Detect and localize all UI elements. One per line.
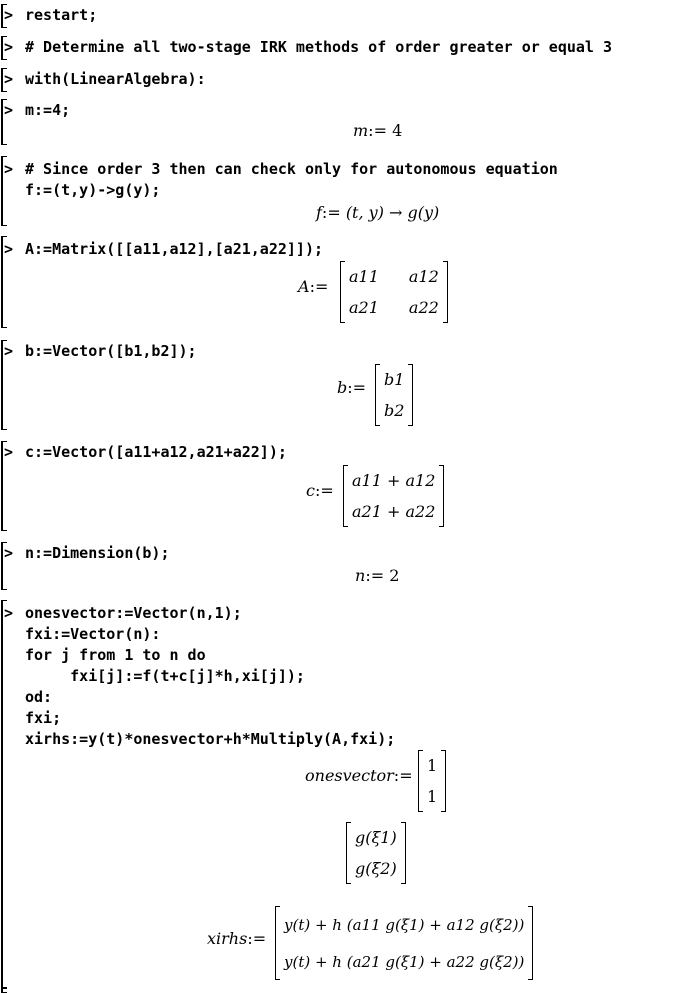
matrix-cell: a22 [408, 298, 439, 317]
exec-group-restart[interactable] [0, 4, 674, 28]
prompt-symbol: > [4, 342, 14, 360]
group-bracket[interactable] [1, 988, 7, 993]
vector-cell: y(t) + h (a21 g(ξ1) + a22 g(ξ2)) [284, 952, 525, 971]
exec-group-comment[interactable] [0, 36, 674, 60]
input-line[interactable]: od: [25, 688, 53, 706]
prompt-symbol: > [4, 70, 14, 88]
empty-group-bracket[interactable] [0, 988, 674, 993]
input-line[interactable]: A:=Matrix([[a11,a12],[a21,a22]]); [25, 240, 324, 258]
output-b-label: b:= [337, 378, 367, 397]
output-xirhs-label: xirhs:= [207, 929, 267, 948]
prompt-symbol: > [4, 443, 14, 461]
input-line[interactable]: for j from 1 to n do [25, 646, 206, 664]
input-line[interactable]: fxi; [25, 709, 62, 727]
input-line[interactable]: c:=Vector([a11+a12,a21+a22]); [25, 443, 287, 461]
output-A-label: A:= [298, 277, 329, 296]
prompt-symbol: > [4, 6, 14, 24]
matrix-cell: a11 [349, 267, 379, 286]
vector-xirhs [275, 906, 533, 980]
prompt-symbol: > [4, 604, 14, 622]
input-line[interactable]: b:=Vector([b1,b2]); [25, 342, 197, 360]
input-line[interactable]: # Determine all two-stage IRK methods of order greater or equal 3 [25, 38, 612, 56]
vector-cell: 1 [427, 756, 438, 775]
exec-group-b[interactable] [0, 340, 674, 430]
vector-cell: a11 + a12 [352, 471, 436, 490]
input-line[interactable]: fxi:=Vector(n): [25, 625, 161, 643]
output-n: n:= 2 [355, 566, 400, 585]
prompt-symbol: > [4, 160, 14, 178]
prompt-symbol: > [4, 544, 14, 562]
output-m: m:= 4 [353, 121, 403, 140]
group-bracket[interactable] [1, 600, 7, 988]
input-line[interactable]: onesvector:=Vector(n,1); [25, 604, 242, 622]
vector-fxi [346, 822, 406, 884]
exec-group-A[interactable] [0, 236, 674, 328]
prompt-symbol: > [4, 240, 14, 258]
exec-group-xirhs[interactable] [0, 600, 674, 988]
input-line[interactable]: with(LinearAlgebra): [25, 70, 206, 88]
vector-c [343, 465, 444, 527]
prompt-symbol: > [4, 38, 14, 56]
exec-group-m[interactable] [0, 99, 674, 145]
vector-cell: g(ξ1) [355, 828, 397, 847]
vector-onesvector [418, 750, 446, 812]
vector-b [375, 364, 413, 426]
vector-cell: a21 + a22 [352, 502, 436, 521]
vector-cell: 1 [427, 787, 438, 806]
input-line[interactable]: m:=4; [25, 101, 71, 119]
input-line[interactable]: f:=(t,y)->g(y); [25, 181, 161, 199]
matrix-cell: a12 [408, 267, 439, 286]
input-line[interactable]: n:=Dimension(b); [25, 544, 170, 562]
matrix-A [340, 261, 448, 323]
vector-cell: b1 [384, 370, 405, 389]
input-line[interactable]: xirhs:=y(t)*onesvector+h*Multiply(A,fxi); [25, 730, 396, 748]
input-line[interactable]: # Since order 3 then can check only for autonomous equation [25, 160, 558, 178]
exec-group-f[interactable] [0, 156, 674, 226]
input-line[interactable]: fxi[j]:=f(t+c[j]*h,xi[j]); [25, 667, 305, 685]
vector-cell: b2 [384, 401, 405, 420]
exec-group-c[interactable] [0, 441, 674, 531]
vector-cell: g(ξ2) [355, 859, 397, 878]
vector-cell: y(t) + h (a11 g(ξ1) + a12 g(ξ2)) [284, 915, 525, 934]
output-onesvector-label: onesvector:= [305, 766, 413, 785]
matrix-cell: a21 [349, 298, 379, 317]
output-f: f:= (t, y) → g(y) [316, 203, 440, 222]
prompt-symbol: > [4, 101, 14, 119]
input-line[interactable]: restart; [25, 6, 98, 24]
output-c-label: c:= [306, 481, 334, 500]
exec-group-n[interactable] [0, 542, 674, 590]
exec-group-with[interactable] [0, 68, 674, 92]
